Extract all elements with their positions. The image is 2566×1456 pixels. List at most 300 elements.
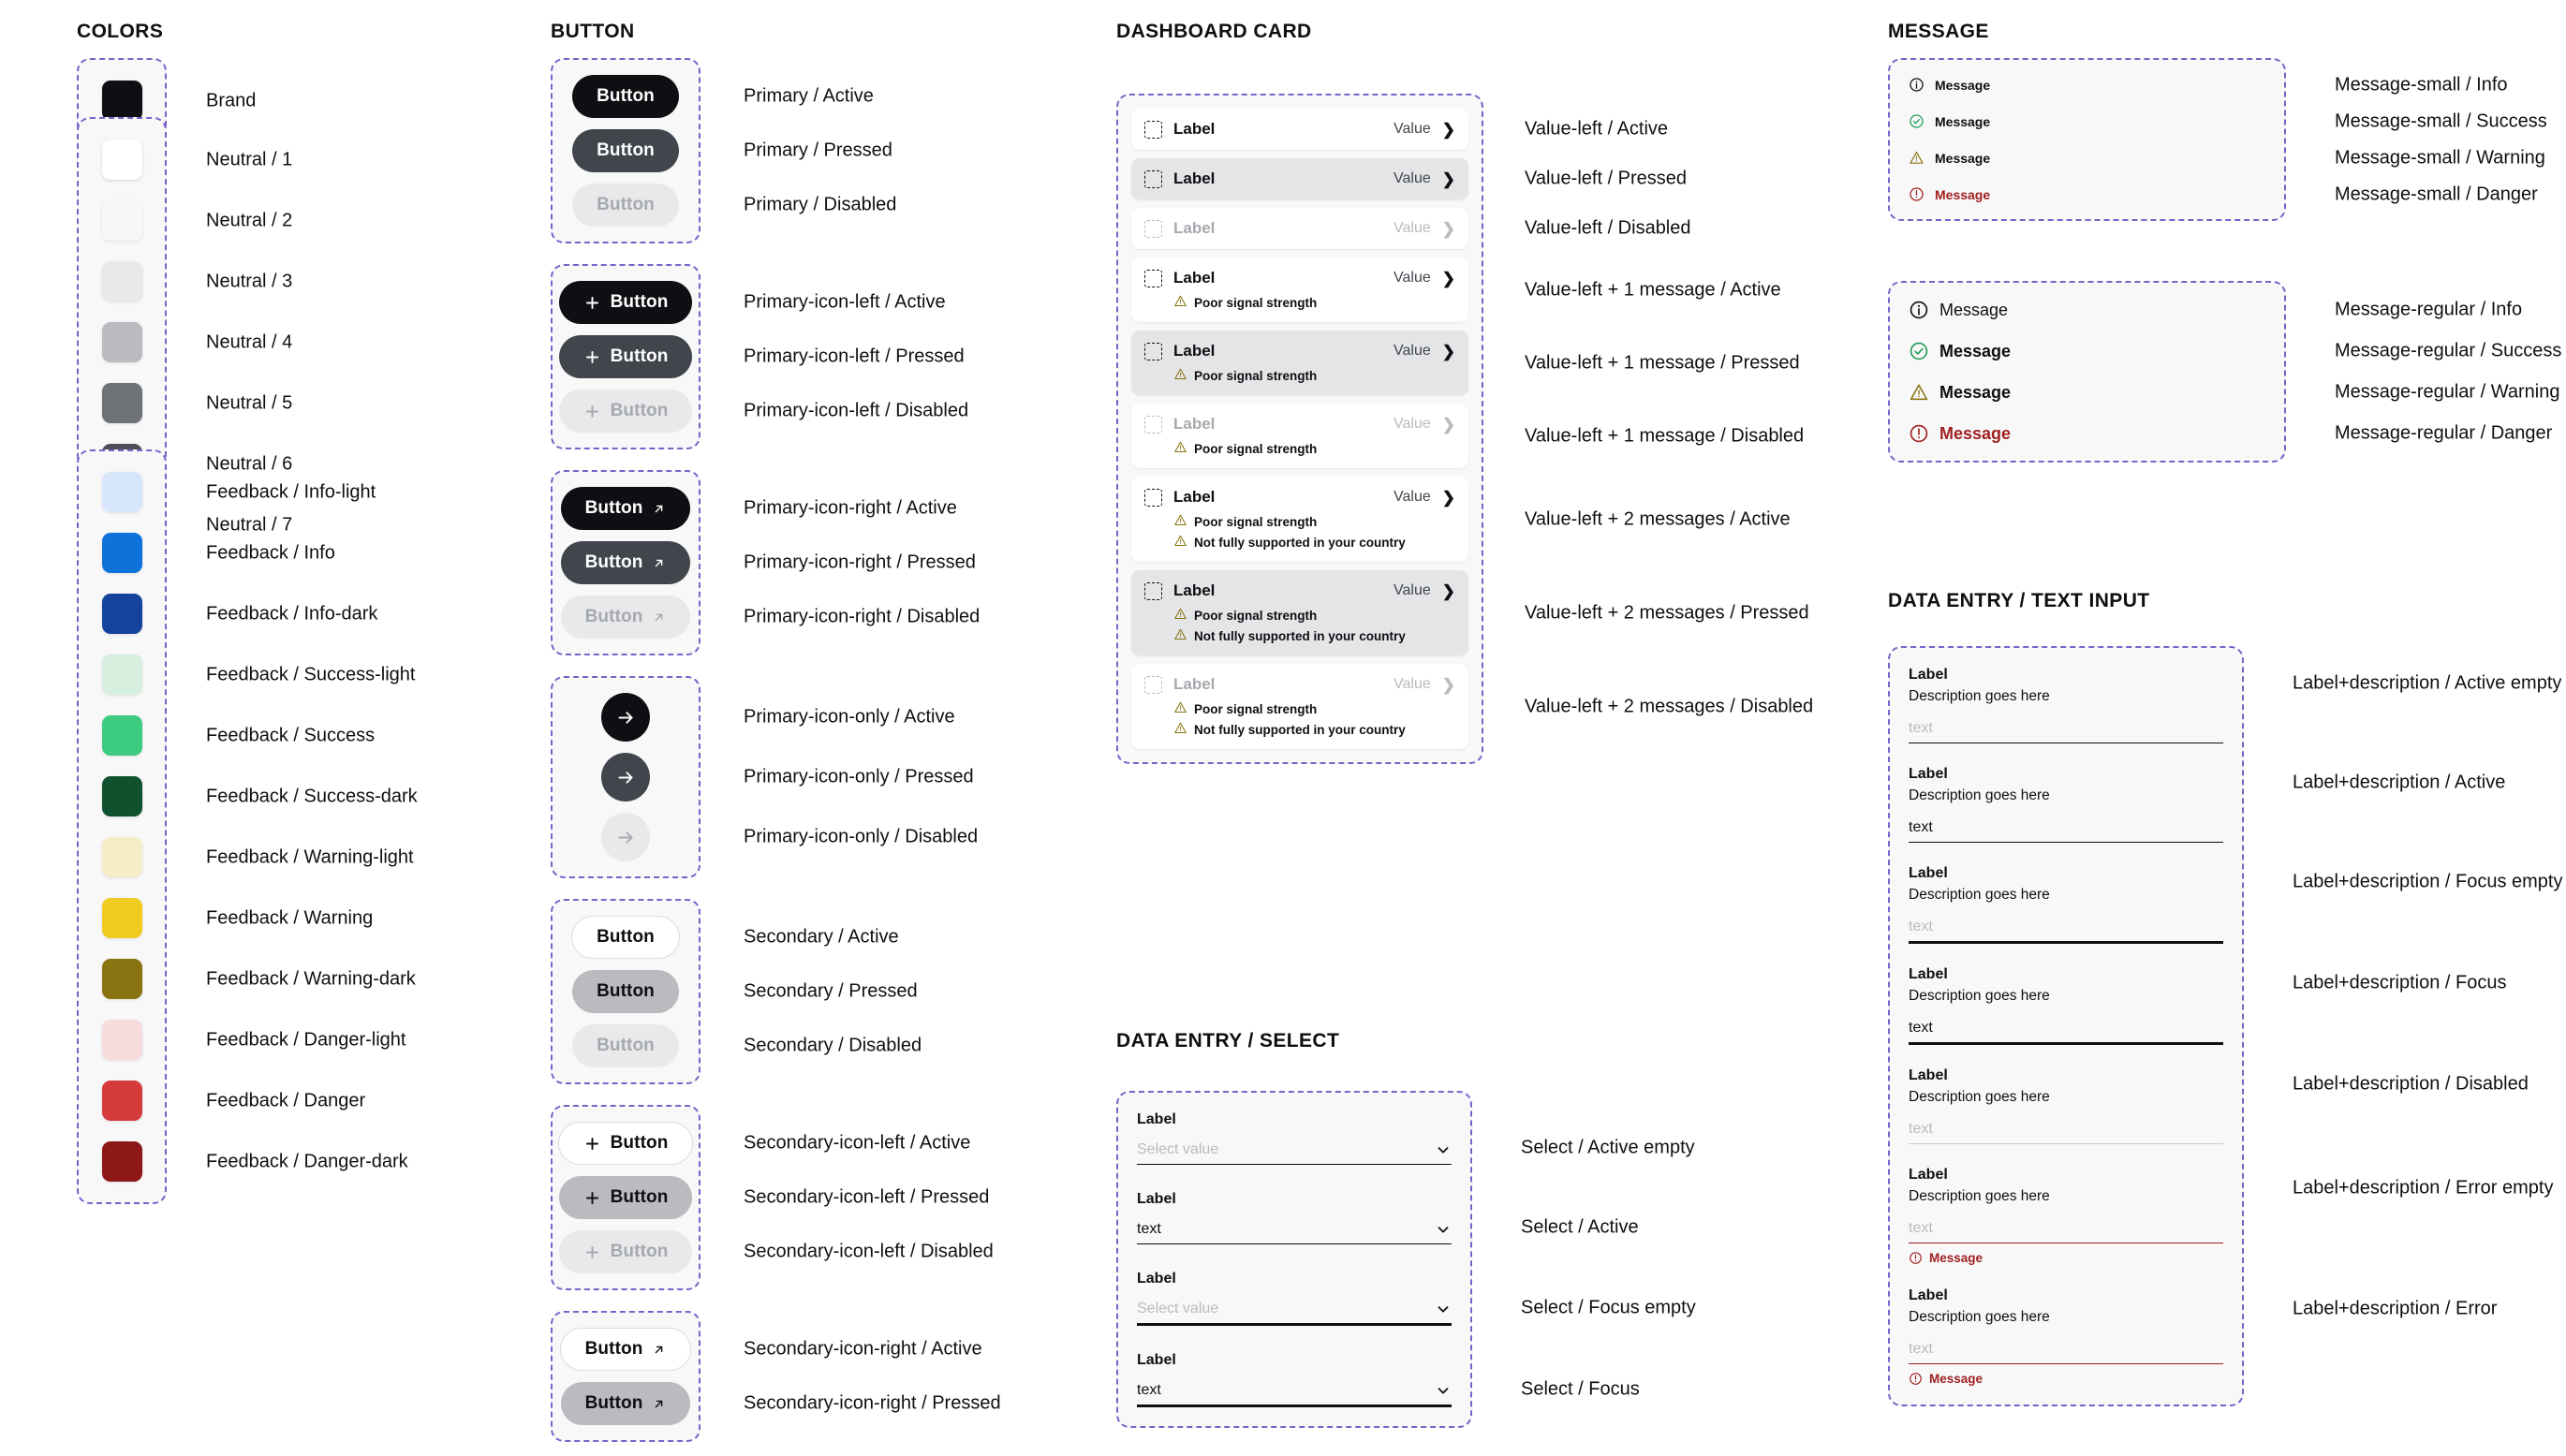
color-swatch [102,594,142,634]
dashboard-card-value: Value [1394,489,1431,505]
button-variant-label: Primary / Active [744,85,874,107]
dashboard-card-value: Value [1394,676,1431,692]
select-field-wrap [1137,1271,1696,1326]
text-input-field-wrap [1909,966,2507,1045]
dashboard-card-row-top [1144,269,1455,287]
button-variant-row [566,75,874,118]
select-value: text [1137,1221,1161,1237]
text-input-field-wrap [1909,1067,2529,1144]
select-label: Label [1137,1271,1176,1287]
dashboard-card-row-wrap [1131,331,1800,395]
dashboard-card-label: Label [1173,269,1216,287]
color-swatch-label: Feedback / Warning-light [206,846,414,867]
text-input-field[interactable] [1909,865,2223,944]
text-input-control[interactable] [1909,720,2223,743]
text-input-control[interactable] [1909,1020,2223,1045]
arrow-up-right-icon [652,1343,666,1357]
dashboard-card-variant-label: Value-left / Pressed [1525,168,1688,189]
text-input-variant-label: Label+description / Disabled [2293,1073,2529,1095]
dashboard-card-message [1173,534,1455,551]
message-row-wrap [1909,422,2553,444]
dashboard-card-messages [1173,700,1455,738]
dashboard-card-row-wrap [1131,477,1791,562]
button-group-5 [551,1105,994,1290]
color-swatch-label: Feedback / Danger-light [206,1029,406,1050]
placeholder-square-icon [1144,416,1162,434]
text-input-description: Description goes here [1909,988,2050,1004]
chevron-down-icon[interactable] [1435,1141,1452,1158]
dashboard-card-label: Label [1173,581,1216,599]
color-swatch [102,715,142,756]
message-row-wrap [1909,299,2523,320]
button-variant-label: Secondary-icon-left / Pressed [744,1186,990,1208]
button-label: Button [597,86,655,106]
dashboard-card-row[interactable] [1131,570,1468,655]
plus-icon [583,1135,601,1153]
text-input-field-wrap [1909,766,2506,843]
text-input-variant-label: Label+description / Active empty [2293,672,2562,694]
dashboard-card-label: Label [1173,219,1216,237]
text-input-field-wrap [1909,667,2562,743]
button-secondary-pressed[interactable] [572,970,679,1013]
button-variant-label: Primary-icon-right / Disabled [744,606,981,627]
dashboard-card-message-text: Not fully supported in your country [1194,535,1406,550]
button-section-title: BUTTON [551,21,635,42]
arrow-right-icon [616,708,636,728]
warning-triangle-icon [1173,700,1187,717]
button-secondary-icon-left-disabled[interactable] [559,1230,693,1273]
dashboard-card-variant-label: Value-left + 2 messages / Active [1525,508,1791,529]
arrow-up-right-icon [652,1397,666,1411]
dashboard-card-row[interactable] [1131,664,1468,749]
plus-icon [583,1189,601,1207]
plus-icon [583,1243,601,1261]
button-variant-row [566,129,892,172]
danger-circle-icon [1909,1251,1923,1265]
text-input-field[interactable] [1909,766,2223,843]
color-swatch-row[interactable] [79,898,374,938]
dashboard-card-row-top [1144,581,1455,600]
dashboard-card-row[interactable] [1131,404,1468,468]
button-label: Button [584,1393,643,1413]
arrow-up-right-icon [652,502,666,516]
select-label: Label [1137,1111,1176,1127]
dashboard-card-messages [1173,607,1455,644]
button-label: Button [610,292,669,312]
button-secondary-disabled[interactable] [572,1024,679,1067]
arrow-up-right-icon [652,556,666,570]
arrow-right-icon [616,828,636,847]
color-swatch-row[interactable] [79,140,293,180]
color-swatch-row[interactable] [79,81,257,121]
text-input-description: Description goes here [1909,887,2050,903]
dashboard-card-variant-label: Value-left + 2 messages / Pressed [1525,602,1809,623]
button-secondary-icon-left-active[interactable] [558,1122,694,1165]
text-input-placeholder: text [1909,1220,1933,1236]
dashboard-card-message [1173,607,1455,624]
text-input-field[interactable] [1909,667,2223,743]
placeholder-square-icon [1144,582,1162,600]
dashboard-card-row[interactable] [1131,331,1468,395]
placeholder-square-icon [1144,121,1162,139]
button-variant-row [566,1176,990,1219]
dashboard-card-variant-label: Value-left / Active [1525,118,1669,140]
button-primary-icon-left-pressed[interactable] [559,335,693,378]
select-label: Label [1137,1352,1176,1368]
chevron-right-icon: ❯ [1441,415,1455,434]
plus-icon [583,348,601,366]
color-swatch-row[interactable] [79,837,414,877]
danger-circle-icon [1909,423,1929,444]
button-variant-row [566,753,974,802]
color-swatch [102,776,142,816]
dashboard-card-row-wrap [1131,109,1669,150]
text-input-placeholder: text [1909,720,1933,736]
button-variant-label: Primary-icon-only / Disabled [744,826,979,847]
check-circle-icon [1909,341,1929,361]
color-swatch [102,533,142,573]
button-secondary-active[interactable] [571,916,680,959]
color-swatch-row[interactable] [79,200,293,241]
dashboard-card-value: Value [1394,343,1431,359]
warning-triangle-icon [1173,607,1187,624]
color-swatch-row[interactable] [79,1020,406,1060]
text-input-variant-label: Label+description / Active [2293,772,2506,793]
color-swatch-label: Neutral / 1 [206,149,293,169]
select-placeholder: Select value [1137,1301,1219,1316]
color-swatch [102,837,142,877]
placeholder-square-icon [1144,489,1162,507]
dashboard-card-row-wrap [1131,158,1688,199]
button-variant-label: Secondary-icon-right / Active [744,1338,982,1360]
select-field[interactable] [1137,1352,1452,1407]
dashboard-card-row-top [1144,342,1455,360]
dashboard-card-value: Value [1394,121,1431,137]
color-swatch-label: Feedback / Success [206,725,376,745]
dashboard-card-row-wrap [1131,257,1781,322]
button-variant-row [566,184,897,227]
button-variant-label: Secondary-icon-right / Pressed [744,1392,1001,1414]
color-swatch [102,472,142,512]
button-label: Button [610,401,669,420]
button-secondary-icon-right-pressed[interactable] [561,1382,691,1425]
chevron-down-icon[interactable] [1435,1382,1452,1399]
chevron-right-icon: ❯ [1441,219,1455,238]
button-primary-icon-right-active[interactable] [561,487,691,530]
warning-triangle-icon [1173,513,1187,530]
color-swatch [102,140,142,180]
dashboard-card-variant-label: Value-left / Disabled [1525,217,1691,239]
warning-triangle-icon [1173,294,1187,311]
text-input-label: Label [1909,667,1948,683]
danger-circle-icon [1909,1372,1923,1386]
message-warning [1909,150,2265,166]
button-label: Button [610,1242,669,1261]
color-swatch-row[interactable] [79,776,418,816]
text-input-placeholder: text [1909,1341,1933,1357]
button-variant-label: Secondary-icon-left / Active [744,1132,971,1154]
chevron-down-icon[interactable] [1435,1301,1452,1317]
message-row-wrap [1909,110,2547,131]
text-input-variant-label: Label+description / Error empty [2293,1177,2554,1199]
dashboard-card-message-text: Poor signal strength [1194,608,1318,623]
button-secondary-icon-right-active[interactable] [560,1328,692,1371]
dashboard-card-variant-label: Value-left + 1 message / Disabled [1525,425,1805,446]
button-variant-row [566,813,979,861]
button-primary-icon-left-disabled[interactable] [559,390,693,433]
dashboard-card-section-title: DASHBOARD CARD [1116,21,1312,42]
button-primary-pressed[interactable] [572,129,679,172]
dashboard-card-label: Label [1173,120,1216,138]
text-input-placeholder: text [1909,1121,1933,1137]
button-variant-row [566,390,969,433]
text-input-field[interactable] [1909,966,2223,1045]
message-row-wrap [1909,147,2545,168]
info-circle-icon [1909,300,1929,320]
select-control[interactable] [1137,1141,1452,1165]
warning-triangle-icon [1173,367,1187,384]
text-input-control[interactable] [1909,819,2223,843]
chevron-right-icon: ❯ [1441,120,1455,139]
check-circle-icon [1909,113,1924,129]
text-input-control[interactable] [1909,919,2223,944]
button-variant-row [566,970,918,1013]
dashboard-card-value: Value [1394,416,1431,432]
color-swatch [102,383,142,423]
chevron-down-icon[interactable] [1435,1221,1452,1238]
button-variant-label: Primary-icon-left / Active [744,291,946,313]
color-swatch-row[interactable] [79,533,335,573]
color-swatch-row[interactable] [79,1141,408,1182]
button-primary-icon-only-disabled[interactable] [601,813,650,861]
select-control[interactable] [1137,1301,1452,1326]
dashboard-card-message [1173,513,1455,530]
text-input-field[interactable] [1909,1287,2223,1386]
placeholder-square-icon [1144,343,1162,360]
text-input-error-text: Message [1929,1251,1983,1265]
text-input-label: Label [1909,865,1948,881]
button-primary-icon-right-disabled[interactable] [561,596,691,639]
message-text: Message [1935,113,1991,129]
button-primary-icon-right-pressed[interactable] [561,541,691,584]
message-variant-label: Message-small / Success [2335,110,2547,131]
color-swatch-row[interactable] [79,322,293,362]
button-variant-row [566,693,955,742]
dashboard-card-value: Value [1394,270,1431,286]
dashboard-card-message-text: Poor signal strength [1194,701,1318,716]
message-text: Message [1935,77,1991,93]
chevron-right-icon: ❯ [1441,269,1455,287]
button-variant-label: Primary-icon-left / Disabled [744,400,969,421]
message-section-title: MESSAGE [1888,21,1989,42]
dashboard-card-row-wrap [1131,570,1809,655]
warning-triangle-icon [1909,150,1924,166]
text-input-description: Description goes here [1909,787,2050,803]
dashboard-card-message [1173,294,1455,311]
color-swatch [102,1081,142,1121]
text-input-label: Label [1909,1287,1948,1303]
info-circle-icon [1909,77,1924,93]
button-group-3 [551,676,979,878]
dashboard-card-message [1173,440,1455,457]
text-input-error-text: Message [1929,1372,1983,1386]
text-input-error-message [1909,1372,2223,1386]
text-input-field-wrap [1909,1167,2554,1265]
message-text: Message [1939,382,2012,402]
message-frame-small [1888,58,2547,221]
dashboard-card-label: Label [1173,488,1216,506]
message-success [1909,341,2265,361]
warning-triangle-icon [1173,627,1187,644]
color-swatch-label: Feedback / Warning-dark [206,968,416,989]
color-swatch-label: Neutral / 4 [206,331,293,352]
color-swatch-label: Feedback / Warning [206,907,374,928]
text-input-control[interactable] [1909,1121,2223,1144]
placeholder-square-icon [1144,170,1162,188]
button-group-1 [551,264,969,449]
dashboard-card-row[interactable] [1131,109,1468,150]
button-variant-row [566,596,981,639]
select-label: Label [1137,1191,1176,1207]
button-variant-label: Primary-icon-right / Pressed [744,552,976,573]
color-swatch-label: Neutral / 6 [206,453,293,474]
button-primary-icon-only-active[interactable] [601,693,650,742]
placeholder-square-icon [1144,270,1162,287]
chevron-right-icon: ❯ [1441,581,1455,600]
message-danger [1909,186,2265,202]
message-info [1909,77,2265,93]
message-variant-label: Message-regular / Success [2335,340,2562,361]
color-swatch-row[interactable] [79,654,416,695]
text-input-control[interactable] [1909,1220,2223,1243]
dashboard-card-message-text: Poor signal strength [1194,368,1318,383]
dashboard-card-row-wrap [1131,404,1805,468]
color-swatch-row[interactable] [79,472,376,512]
color-swatch-row[interactable] [79,261,293,301]
button-primary-disabled[interactable] [572,184,679,227]
chevron-right-icon: ❯ [1441,488,1455,507]
color-swatch-label: Brand [206,90,257,110]
danger-circle-icon [1909,186,1924,202]
select-variant-label: Select / Active empty [1521,1137,1695,1158]
color-swatch-label: Neutral / 5 [206,392,293,413]
dashboard-card-label: Label [1173,169,1216,187]
text-input-value: text [1909,819,1933,835]
select-field[interactable] [1137,1271,1452,1326]
color-swatch-label: Neutral / 3 [206,271,293,291]
warning-triangle-icon [1173,440,1187,457]
button-primary-icon-left-active[interactable] [559,281,693,324]
chevron-right-icon: ❯ [1441,675,1455,694]
text-input-control[interactable] [1909,1341,2223,1364]
message-row-wrap [1909,381,2560,403]
select-variant-label: Select / Active [1521,1216,1639,1238]
text-input-label: Label [1909,766,1948,782]
button-label: Button [610,1133,669,1153]
dashboard-card-message-text: Not fully supported in your country [1194,722,1406,737]
message-info [1909,300,2265,320]
message-row-wrap [1909,184,2538,204]
dashboard-card-label: Label [1173,342,1216,360]
text-input-section-title: DATA ENTRY / TEXT INPUT [1888,590,2150,611]
color-swatch [102,1020,142,1060]
select-field[interactable] [1137,1111,1452,1165]
color-swatch-label: Feedback / Danger [206,1090,366,1110]
color-swatch-label: Feedback / Info-light [206,481,376,502]
color-swatch-row[interactable] [79,1081,366,1121]
button-group-2 [551,470,981,655]
text-input-field[interactable] [1909,1067,2223,1144]
button-variant-label: Primary-icon-only / Active [744,706,955,728]
button-label: Button [597,927,655,947]
dashboard-card-message [1173,627,1455,644]
chevron-right-icon: ❯ [1441,342,1455,360]
button-label: Button [610,1187,669,1207]
text-input-error-message [1909,1251,2223,1265]
color-swatch-row[interactable] [79,959,416,999]
button-variant-row [566,335,965,378]
button-variant-label: Primary-icon-left / Pressed [744,346,965,367]
select-control[interactable] [1137,1382,1452,1407]
color-swatch [102,322,142,362]
dashboard-card-value: Value [1394,220,1431,236]
select-control[interactable] [1137,1221,1452,1244]
dashboard-card-variant-label: Value-left + 1 message / Active [1525,279,1781,300]
color-swatch-row[interactable] [79,715,376,756]
message-variant-label: Message-regular / Warning [2335,381,2560,403]
color-swatch-row[interactable] [79,383,293,423]
button-variant-label: Secondary-icon-left / Disabled [744,1241,994,1262]
message-danger [1909,423,2265,444]
button-primary-active[interactable] [572,75,679,118]
color-swatch-label: Feedback / Danger-dark [206,1151,408,1171]
dashboard-card-messages [1173,440,1455,457]
color-swatch-row[interactable] [79,594,378,634]
message-variant-label: Message-regular / Info [2335,299,2523,320]
dashboard-card-message-text: Poor signal strength [1194,295,1318,310]
warning-triangle-icon [1909,382,1929,403]
message-variant-label: Message-small / Warning [2335,147,2545,168]
text-input-variant-label: Label+description / Focus empty [2293,871,2563,892]
dashboard-card-row-wrap [1131,664,1814,749]
button-secondary-icon-left-pressed[interactable] [559,1176,693,1219]
plus-icon [583,294,601,312]
message-text: Message [1935,186,1991,202]
button-primary-icon-only-pressed[interactable] [601,753,650,802]
button-variant-label: Secondary / Pressed [744,980,918,1002]
select-variant-label: Select / Focus [1521,1378,1640,1400]
dashboard-card-row[interactable] [1131,208,1468,249]
dashboard-card-message [1173,721,1455,738]
placeholder-square-icon [1144,220,1162,238]
dashboard-card-messages [1173,367,1455,384]
text-input-label: Label [1909,1067,1948,1083]
message-text: Message [1935,150,1991,166]
warning-triangle-icon [1173,721,1187,738]
dashboard-card-row[interactable] [1131,257,1468,322]
select-field[interactable] [1137,1191,1452,1244]
button-variant-row [566,487,957,530]
dashboard-card-row[interactable] [1131,158,1468,199]
dashboard-card-row[interactable] [1131,477,1468,562]
text-input-description: Description goes here [1909,688,2050,704]
text-input-field[interactable] [1909,1167,2223,1265]
button-variant-row [566,281,946,324]
plus-icon [583,403,601,420]
select-field-wrap [1137,1111,1695,1165]
dashboard-card-message-text: Not fully supported in your country [1194,628,1406,643]
color-swatch-label: Feedback / Success-light [206,664,416,684]
